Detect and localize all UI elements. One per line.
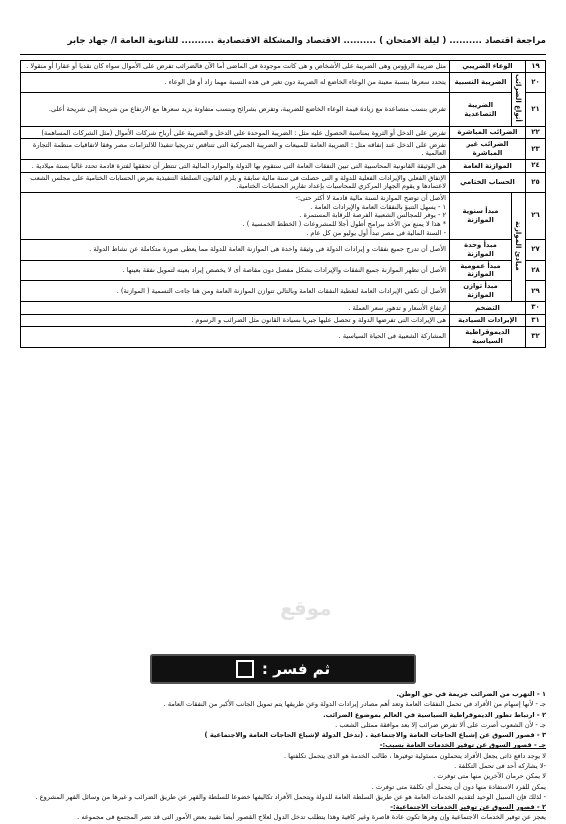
- row-term: مبدأ عمومية الموازنة: [450, 260, 512, 281]
- row-term: الضرائب المباشرة: [450, 127, 526, 139]
- row-number: ٣٠: [526, 302, 546, 314]
- list-item: -لا يشاركه أحد فى تحمل التكلفة .: [454, 761, 546, 770]
- table-row: [21, 61, 546, 73]
- row-description: الإنفاق الفعلي والإيرادات الفعلية للدولة و التى حصلت فى سنة مالية سابقة و يلزم القانون السلطة التنفيذية بعرض الحسابات الختامية على مجلس الشعب لاعتمادها و يقوم الجهاز المركزي للمحاسبات بإعداد تقارير الحسابات الختامية.: [21, 172, 450, 192]
- header-dots-2: ..........: [343, 36, 377, 46]
- row-description: مثل ضريبة الرؤوس وهى الضريبة على الأشخاص و هى كانت موجودة فى الماضى أما الآن فالضرائب تفرض على الأموال سواء كان نقديا أو عقارا أو منقولا .: [21, 61, 450, 73]
- watermark: موقع: [280, 596, 332, 620]
- subheading: ٢ - قصور السوق عن توفير الخدمات الاجتماعية:-: [390, 803, 546, 812]
- header-author: أ/ جهاد جابر: [67, 36, 118, 46]
- answer: جـ - لأن الشعوب أصرت على ألا تفرض ضرائب إلا بعد موافقة ممثلى الشعب .: [335, 720, 546, 729]
- row-description: الأصل أن تظهر الموازنة جميع النفقات والإيرادات بشكل مفصل دون مقاصة أى لا يخصص إيراد بعينه لتمويل نفقة بعينها .: [21, 260, 450, 281]
- row-term: الحساب الختامي: [450, 172, 526, 192]
- row-description: الأصل أن تكفي الإيرادات العامة لتغطية النفقات العامة وبالتالي تتوازن الموازنة العامة ومن هنا جاءت التسمية ( الموازنة) .: [21, 281, 450, 302]
- table-row: [21, 139, 546, 160]
- row-number: ٢٦: [526, 193, 546, 240]
- row-number: ٢٥: [526, 172, 546, 192]
- answer-heading: جـ - قصور السوق عن توفير الخدمات العامة بسبب:-: [379, 741, 546, 750]
- row-description: تفرض على الدخل أو الثروة بمناسبة الحصول عليه مثل : الضريبة الموحدة على الدخل و الضريبة على أرباح شركات الأموال (مثل الشركات المساهمة): [21, 127, 450, 139]
- list-item: يمكن للفرد الاستفادة منها دون أن يتحمل أى تكلفة متى توفرت .: [371, 782, 546, 791]
- row-description: الأصل أن توضح الموازنة لسنة مالية قادمة لا أكثر حتى:- ١ - يسهل التنبؤ بالنفقات العامة والإيرادات العامة . ٢ - يوفر للمجالس الشعبية الفرصة للرقابة المستمرة . * هذا لا يمنع من الأخذ ببرامج أطول أجلا للمشروعات ( الخطط الخمسية ) . - السنة المالية فى مصر تبدأ أول يوليو من كل عام .: [21, 193, 450, 240]
- banner-text: ثم فسر :: [261, 660, 331, 678]
- row-term: مبدأ سنوية الموازنة: [450, 193, 512, 240]
- row-number: ٢٧: [526, 239, 546, 260]
- header-dots-3: ..........: [181, 36, 215, 46]
- table-row: [21, 281, 546, 302]
- answer: جـ - لأنها إسهام من الأفراد في تحمل النفقات العامة وتعد أهم مصادر إيرادات الدولة وعن طريقها يتم تمويل الجانب الأكبر من النفقات العامة .: [163, 700, 546, 709]
- row-number: ٢٨: [526, 260, 546, 281]
- row-description: يتحدد سعرها بنسبة معينة من الوعاء الخاضع له الضريبة دون تغير فى هذه النسبة مهما زاد أو قل الوعاء .: [21, 73, 450, 93]
- row-term: مبدأ توازن الموازنة: [450, 281, 512, 302]
- header-title: مراجعة اقتصاد: [484, 36, 546, 46]
- table-row: [21, 326, 546, 347]
- header-unit: الاقتصاد والمشكلة الاقتصادية: [217, 36, 341, 46]
- group-label-budget: مبادئ الموازنة: [512, 193, 526, 302]
- row-term: الإيرادات السيادية: [450, 314, 526, 326]
- table-row: [21, 73, 546, 93]
- table-row: [21, 160, 546, 172]
- row-number: ٣٢: [526, 326, 546, 347]
- row-description: تفرض بنسب متصاعدة مع زيادة قيمة الوعاء الخاضع للضريبة، وتفرض بشرائح وبنسب متفاوتة يزيد سعرها مع الارتفاع من شريحة إلى شريحة أعلى.: [21, 93, 450, 127]
- row-term: التضخم: [450, 302, 526, 314]
- table-row: [21, 93, 546, 127]
- row-term: الضريبة التصاعدية: [450, 93, 512, 127]
- section-banner-wrap: [0, 654, 566, 684]
- header-dots: ..........: [449, 36, 482, 46]
- row-term: الضريبة النسبية: [450, 73, 512, 93]
- header-night: ( ليلة الامتحان ): [379, 36, 447, 46]
- list-item: لا يمكن حرمان الآخرين منها متى توفرت .: [433, 772, 546, 781]
- row-description: هى الإيرادات التى تفرضها الدولة و تحصل عليها جبريا بسيادة القانون مثل الضرائب و الرسوم .: [21, 314, 450, 326]
- square-box-icon: [236, 660, 254, 678]
- list-item: يعجز عن توفير الخدمات الاجتماعية وإن وفرها تكون عادة قاصرة وغير كافية وهذا يتطلب تدخل الدول لعلاج القصور أيضا تقييد بعض الأمور التى قد تضر المجتمع فى مجموعه .: [77, 813, 546, 822]
- row-term: الوعاء الضريبي: [450, 61, 526, 73]
- explanations: [20, 690, 546, 824]
- header-rule: [20, 54, 546, 55]
- row-number: ٢٣: [526, 139, 546, 160]
- table-row: [21, 314, 546, 326]
- table-row: [21, 127, 546, 139]
- row-number: ٣١: [526, 314, 546, 326]
- table-row: [21, 302, 546, 314]
- question: ٣ - قصور السوق عن إشباع الحاجات العامة والاجتماعية . (تدخل الدولة لإشباع الحاجات العامة والاجتماعية ): [204, 731, 546, 740]
- row-term: الديموقراطية السياسية: [450, 326, 526, 347]
- row-term: مبدأ وحدة الموازنة: [450, 239, 512, 260]
- group-label-taxes: أنواع الضرائب: [512, 73, 526, 127]
- table-row: [21, 193, 546, 240]
- row-number: ٢٩: [526, 281, 546, 302]
- row-description: المشاركة الشعبية فى الحياة السياسية .: [21, 326, 450, 347]
- terms-table: [20, 60, 546, 348]
- page-header: [20, 36, 546, 52]
- table-row: [21, 172, 546, 192]
- row-description: هى الوثيقة القانونية المحاسبية التى تبين النفقات العامة التى ستقوم بها الدولة والموارد المالية التى تنتظر أن تحققها لفترة قادمة تحدد غالبا بسنة ميلادية .: [21, 160, 450, 172]
- header-grade: للثانوية العامة: [120, 36, 179, 46]
- row-number: ٢٢: [526, 127, 546, 139]
- row-description: تفرض على الدخل عند إنفاقه مثل : الضريبة العامة للمبيعات و الضريبة الجمركية التى تتناقص تدريجيا تنفيذا للالتزامات مصر وفقا لاتفاقيات منظمة التجارة العالمية .: [21, 139, 450, 160]
- row-number: ٢١: [526, 93, 546, 127]
- row-number: ٢٤: [526, 160, 546, 172]
- row-description: ارتفاع الأسعار و تدهور سعر العملة .: [21, 302, 450, 314]
- section-banner: [150, 654, 416, 684]
- list-item: - لذلك فإن السبيل الوحيد لتقديم الخدمات العامة هو عن طريق السلطة العامة للدولة ويتحمل الأفراد تكاليفها خضوعا للسلطة والقهر عن طريق الضرائب و غيرها من وسائل القهر المشروع .: [35, 792, 546, 801]
- list-item: لا يوجد دافع ذاتى يجعل الأفراد يتحملون مسئولية توفيرها ، طالب الخدمة هو الذى يتحمل تكلفتها .: [283, 751, 546, 760]
- row-number: ٢٠: [526, 73, 546, 93]
- question: ٢ - ارتباط تطور الديموقراطية السياسية في العالم بموضوع الضرائب.: [323, 710, 546, 719]
- table-row: [21, 239, 546, 260]
- table-row: [21, 260, 546, 281]
- row-term: الضرائب غير المباشرة: [450, 139, 526, 160]
- row-description: الأصل أن تدرج جميع نفقات و إيرادات الدولة فى وثيقة واحدة هى الموازنة العامة للدولة مما يعطى صورة متكاملة عن نشاط الدولة .: [21, 239, 450, 260]
- question: ١ - التهرب من الضرائب جريمة في حق الوطن.: [396, 690, 546, 698]
- row-number: ١٩: [526, 61, 546, 73]
- row-term: الموازنة العامة: [450, 160, 526, 172]
